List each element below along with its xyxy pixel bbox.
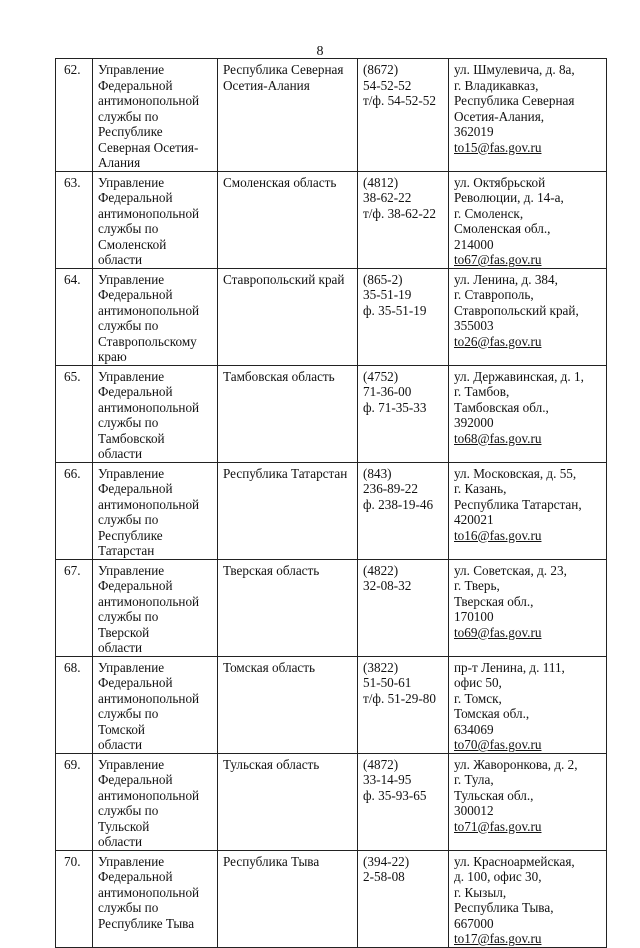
email-link[interactable]: to69@fas.gov.ru [454,624,542,640]
address-cell [449,850,607,947]
email-link[interactable]: to70@fas.gov.ru [454,737,542,752]
email-link[interactable]: to15@fas.gov.ru [454,139,542,155]
email-link[interactable]: to68@fas.gov.ru [454,430,542,446]
address-cell [449,268,607,365]
region-name: Республика Тыва [218,850,358,947]
address-text: пр-т Ленина, д. 111, офис 50, г. Томск, Томская обл., 634069 [454,659,565,737]
agency-name: Управление Федеральной антимонопольной службы по Тульской области [93,753,218,850]
region-name: Смоленская область [218,171,358,268]
row-number: 69. [56,753,93,850]
email-link[interactable]: to26@fas.gov.ru [454,333,542,349]
region-name: Томская область [218,656,358,753]
address-text: ул. Московская, д. 55, г. Казань, Республика Татарстан, 420021 [454,465,582,527]
email-link[interactable]: to16@fas.gov.ru [454,527,542,543]
email-link[interactable]: to71@fas.gov.ru [454,818,542,834]
region-name: Республика Татарстан [218,462,358,559]
table-row [56,59,607,172]
page-number: 8 [316,44,324,59]
row-number: 66. [56,462,93,559]
address-text: ул. Ленина, д. 384, г. Ставрополь, Ставропольский край, 355003 [454,271,579,333]
address-cell [449,559,607,656]
agency-name: Управление Федеральной антимонопольной службы по Республике Северная Осетия- Алания [93,59,218,172]
address-cell [449,171,607,268]
table-row [56,559,607,656]
address-text: ул. Советская, д. 23, г. Тверь, Тверская обл., 170100 [454,562,567,624]
phone-numbers: (3822) 51-50-61 т/ф. 51-29-80 [358,656,449,753]
agency-name: Управление Федеральной антимонопольной службы по Республике Татарстан [93,462,218,559]
address-text: ул. Октябрьской Революции, д. 14-а, г. Смоленск, Смоленская обл., 214000 [454,174,564,252]
agency-name: Управление Федеральной антимонопольной службы по Смоленской области [93,171,218,268]
address-text: ул. Державинская, д. 1, г. Тамбов, Тамбовская обл., 392000 [454,368,584,430]
address-text: ул. Жаворонкова, д. 2, г. Тула, Тульская обл., 300012 [454,756,578,818]
table-row [56,171,607,268]
address-text: ул. Шмулевича, д. 8а, г. Владикавказ, Республика Северная Осетия-Алания, 362019 [454,62,575,139]
agency-name: Управление Федеральной антимонопольной службы по Тверской области [93,559,218,656]
row-number: 63. [56,171,93,268]
region-name: Республика Северная Осетия-Алания [218,59,358,172]
table-row [56,753,607,850]
table-row [56,268,607,365]
row-number: 62. [56,59,93,172]
offices-table [55,58,607,948]
phone-numbers: (843) 236-89-22 ф. 238-19-46 [358,462,449,559]
row-number: 65. [56,365,93,462]
address-cell [449,656,607,753]
agency-name: Управление Федеральной антимонопольной службы по Ставропольскому краю [93,268,218,365]
row-number: 64. [56,268,93,365]
address-cell [449,59,607,172]
table-row [56,365,607,462]
agency-name: Управление Федеральной антимонопольной службы по Томской области [93,656,218,753]
address-cell [449,365,607,462]
region-name: Ставропольский край [218,268,358,365]
phone-numbers: (394-22) 2-58-08 [358,850,449,947]
table-row [56,462,607,559]
region-name: Тульская область [218,753,358,850]
phone-numbers: (4822) 32-08-32 [358,559,449,656]
row-number: 68. [56,656,93,753]
region-name: Тамбовская область [218,365,358,462]
address-text: ул. Красноармейская, д. 100, офис 30, г. Кызыл, Республика Тыва, 667000 [454,853,575,931]
email-link[interactable]: to17@fas.gov.ru [454,931,542,946]
phone-numbers: (4752) 71-36-00 ф. 71-35-33 [358,365,449,462]
email-link[interactable]: to67@fas.gov.ru [454,252,542,267]
region-name: Тверская область [218,559,358,656]
table-row [56,850,607,947]
agency-name: Управление Федеральной антимонопольной службы по Тамбовской области [93,365,218,462]
row-number: 67. [56,559,93,656]
address-cell [449,462,607,559]
row-number: 70. [56,850,93,947]
phone-numbers: (4812) 38-62-22 т/ф. 38-62-22 [358,171,449,268]
phone-numbers: (4872) 33-14-95 ф. 35-93-65 [358,753,449,850]
phone-numbers: (8672) 54-52-52 т/ф. 54-52-52 [358,59,449,172]
address-cell [449,753,607,850]
phone-numbers: (865-2) 35-51-19 ф. 35-51-19 [358,268,449,365]
table-row [56,656,607,753]
agency-name: Управление Федеральной антимонопольной службы по Республике Тыва [93,850,218,947]
